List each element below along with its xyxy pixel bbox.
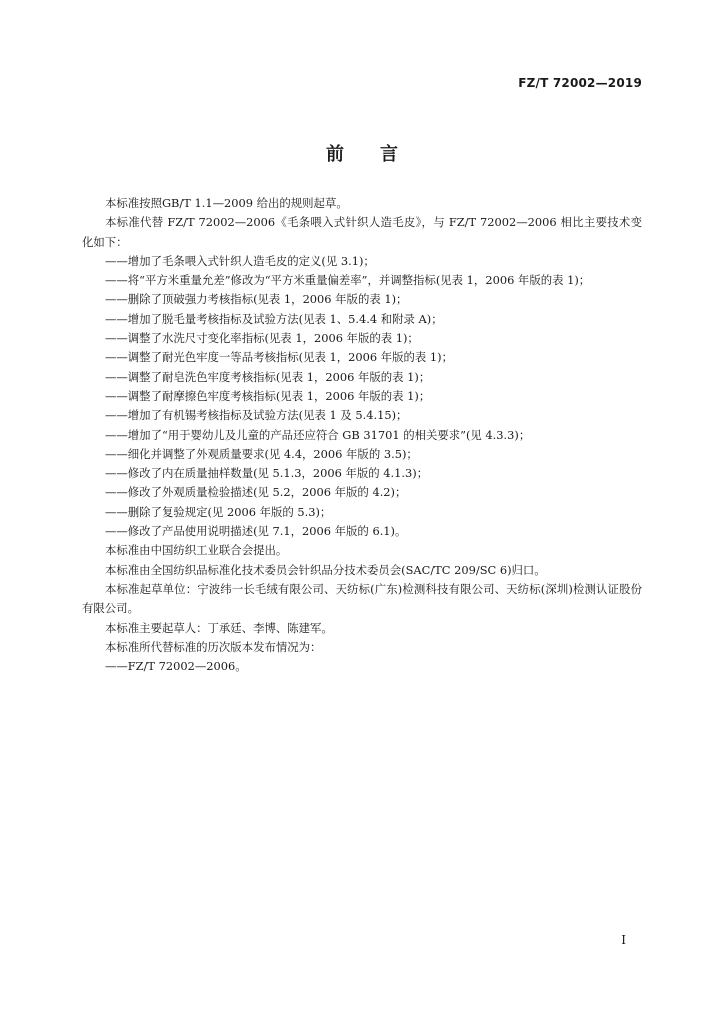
list-item: ——调整了耐摩擦色牢度考核指标(见表 1，2006 年版的表 1)； <box>105 388 431 403</box>
page-title: 前言 <box>326 144 434 165</box>
list-item: ——修改了内在质量抽样数量(见 5.1.3，2006 年版的 4.1.3)； <box>105 466 429 481</box>
list-item: ——修改了外观质量检验描述(见 5.2，2006 年版的 4.2)； <box>105 485 407 500</box>
foreword-body <box>82 194 642 676</box>
proposer-paragraph: 本标准由中国纺织工业联合会提出。 <box>105 543 288 558</box>
drafters-paragraph: 本标准主要起草人：丁承廷、李博、陈建军。 <box>105 620 333 635</box>
changes-list <box>82 252 642 541</box>
list-item: ——调整了耐皂洗色牢度考核指标(见表 1，2006 年版的表 1)； <box>105 369 431 384</box>
standard-code: FZ/T 72002—2019 <box>518 76 642 90</box>
list-item: ——增加了毛条喂入式针织人造毛皮的定义(见 3.1)； <box>105 253 375 268</box>
committee-paragraph: 本标准由全国纺织品标准化技术委员会针织品分技术委员会(SAC/TC 209/SC 6)归口。 <box>105 562 546 577</box>
drafting-rule-paragraph: 本标准按照GB/T 1.1—2009 给出的规则起草。 <box>105 196 348 210</box>
list-item: ——删除了复验规定(见 2006 年版的 5.3)； <box>105 504 332 519</box>
page-number: I <box>621 933 626 947</box>
list-item: ——删除了顶破强力考核指标(见表 1，2006 年版的表 1)； <box>105 292 408 307</box>
list-item: ——增加了脱毛量考核指标及试验方法(见表 1、5.4.4 和附录 A)； <box>105 311 443 326</box>
replacement-paragraph: 本标准代替 FZ/T 72002—2006《毛条喂入式针织人造毛皮》，与 FZ/T 72002—2006 相比主要技术变化如下： <box>82 215 642 249</box>
list-item: ——修改了产品使用说明描述(见 7.1，2006 年版的 6.1)。 <box>105 524 407 539</box>
list-item: ——调整了耐光色牢度一等品考核指标(见表 1，2006 年版的表 1)； <box>105 350 453 365</box>
list-item: ——调整了水洗尺寸变化率指标(见表 1，2006 年版的表 1)； <box>105 331 419 346</box>
list-item: ——细化并调整了外观质量要求(见 4.4，2006 年版的 3.5)； <box>105 446 418 461</box>
list-item: ——增加了“用于婴幼儿及儿童的产品还应符合 GB 31701 的相关要求”(见 4.3.3)； <box>105 427 531 442</box>
drafting-units-paragraph: 本标准起草单位：宁波纬一长毛绒有限公司、天纺标(广东)检测科技有限公司、天纺标(深圳)检测认证股份有限公司。 <box>82 581 642 616</box>
history-item: ——FZ/T 72002—2006。 <box>105 659 247 674</box>
list-item: ——增加了有机锡考核指标及试验方法(见表 1 及 5.4.15)； <box>105 408 408 423</box>
list-item: ——将“平方米重量允差”修改为“平方米重量偏差率”，并调整指标(见表 1，2006 年版的表 1)； <box>105 273 591 288</box>
history-intro-paragraph: 本标准所代替标准的历次版本发布情况为： <box>105 639 322 654</box>
